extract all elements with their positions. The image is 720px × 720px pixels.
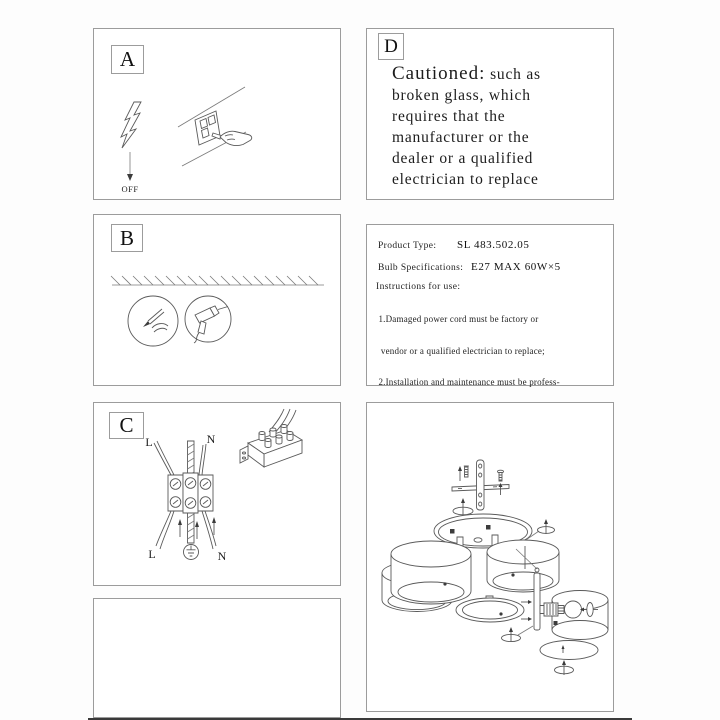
panel-a-label: A [111,45,144,74]
instruction-line: vendor or a qualified electrician to replace; [376,345,545,356]
label-l-bottom: L [148,547,156,561]
earth-ground-icon [184,545,199,560]
instruction-line: 2.Installation and maintenance must be profess- [376,377,560,387]
caution-line: requires that the [392,108,506,125]
drum-shade-left-back [391,541,471,604]
panel-a [93,28,341,200]
neutral-wire-top [199,444,206,475]
panel-c-label: C [109,412,144,439]
panel-spec [366,224,614,386]
drill-circle [185,296,231,343]
lightning-bolt-icon [121,102,141,148]
instructions-title: Instructions for use: [376,282,461,292]
bulb-spec-label: Bulb Specifications: [378,263,464,273]
instruction-line: 1.Damaged power cord must be factory or [376,314,539,324]
panel-empty [93,598,341,718]
panel-d [366,28,614,200]
label-n-top: N [206,432,216,446]
assembly-diagram [367,403,613,711]
caution-line: broken glass, which [392,87,531,104]
lamp-socket [540,603,558,616]
wiring-diagram [94,403,340,585]
rotation-arrow-bulb [580,603,598,617]
caution-line: manufacturer or the [392,129,530,146]
caution-line-rest: such as [485,66,541,83]
caution-line: dealer or a qualified [392,150,534,167]
drum-shade-right [487,540,559,592]
label-n-bottom: N [217,549,227,563]
panel-b-label: B [111,224,143,252]
label-l-top: L [145,435,153,449]
caution-line [392,63,604,85]
wall-switch [195,111,220,145]
ceiling-prep-illustration [94,215,340,385]
panel-d-label: D [378,33,404,60]
light-bulb-icon [558,601,582,618]
bottom-diffuser [540,641,598,660]
rotation-screw-bottom [555,660,574,675]
connector-block-3d [240,409,302,467]
rotation-screw-top [453,498,473,515]
switch-off-illustration [94,29,340,199]
terminal-block [168,473,213,513]
caution-title: Cautioned: [392,63,486,84]
caution-text [392,63,604,190]
panel-c [93,402,341,586]
rotation-screw-rod [502,626,534,642]
product-type-value: SL 483.502.05 [457,239,530,251]
live-wire-bottom [156,511,174,549]
off-arrow-icon [127,152,133,181]
panel-assembly [366,402,614,712]
panel-b [93,214,341,386]
marking-tool-circle [128,296,178,346]
caution-line: electrician to replace [392,171,539,188]
ceiling-hatch [111,276,324,285]
bulb-spec-value: E27 MAX 60W×5 [471,261,561,273]
drum-shade-front [456,596,524,622]
product-type-label: Product Type: [378,241,437,251]
live-wire-top [154,441,174,475]
off-label: OFF [121,184,139,194]
